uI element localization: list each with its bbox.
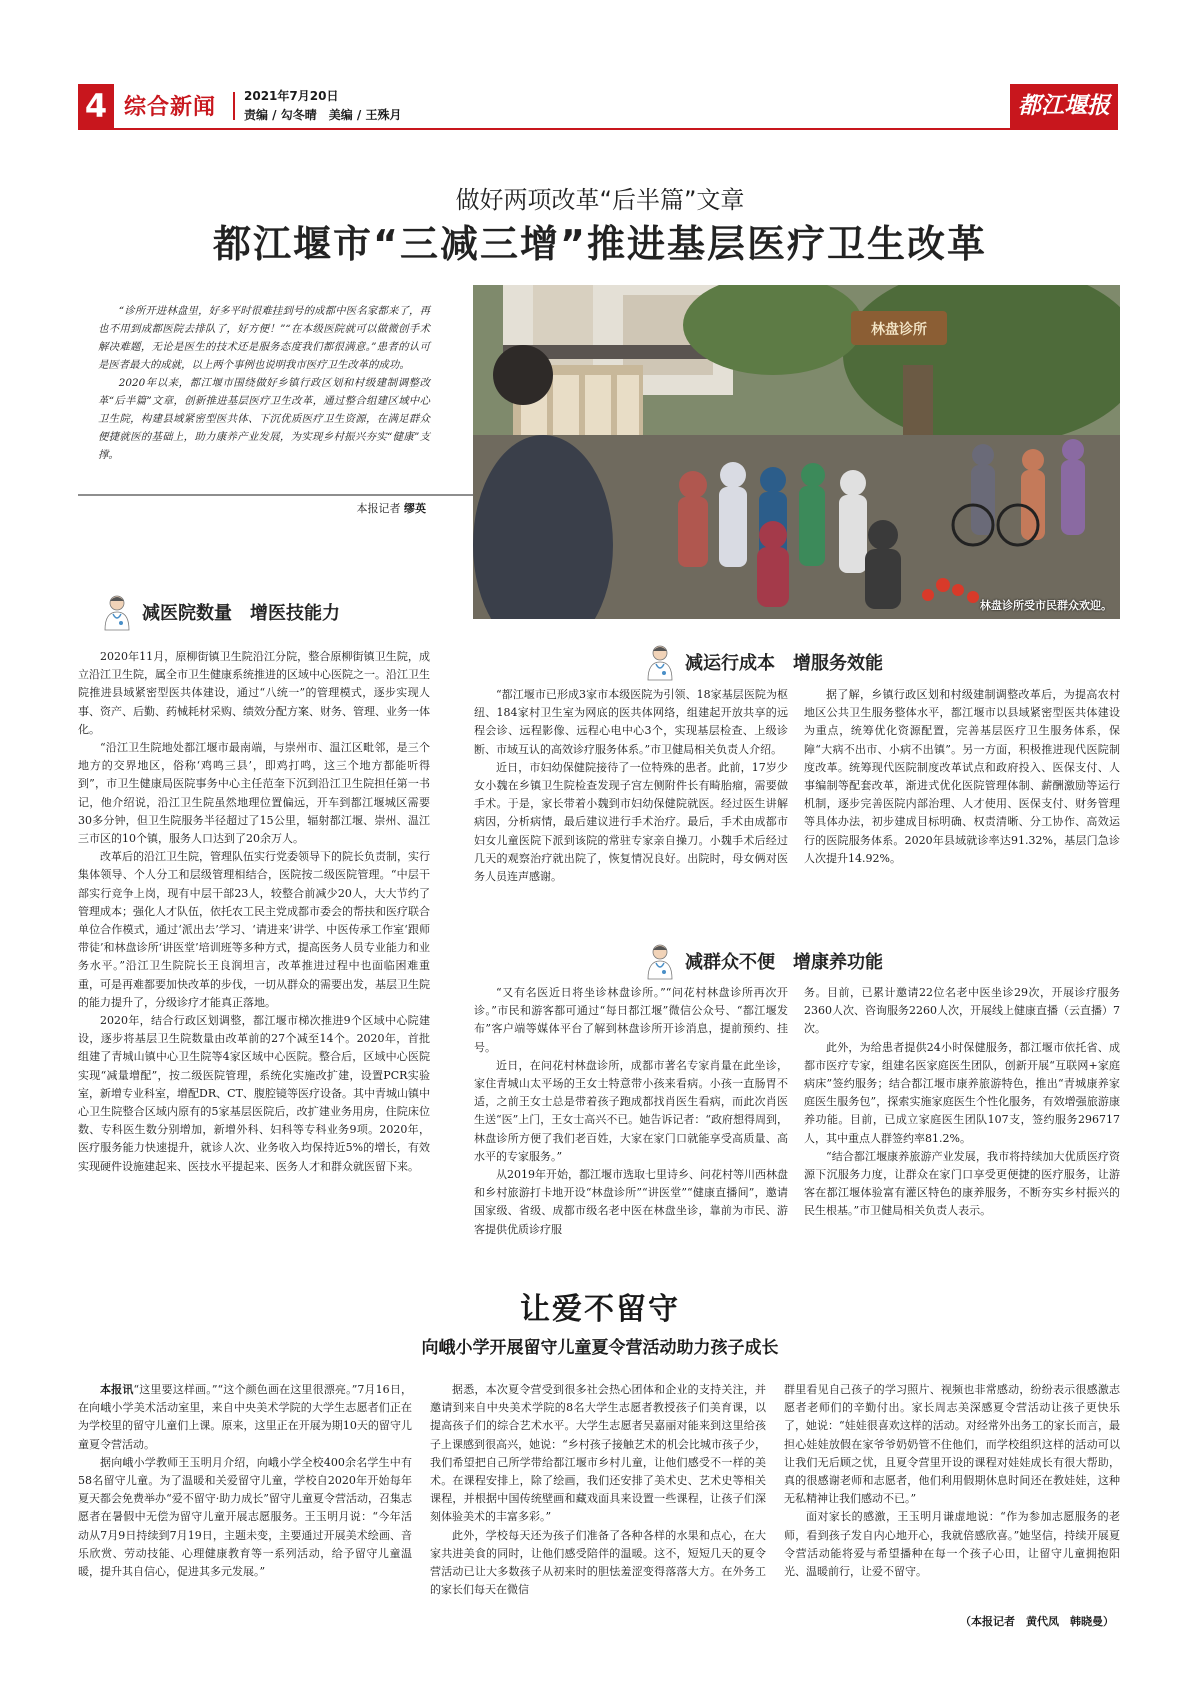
story-byline <box>357 500 427 516</box>
section-heading-3 <box>643 941 883 981</box>
masthead-divider <box>233 92 235 120</box>
photo-sign: 林盘诊所 <box>871 322 927 338</box>
masthead <box>78 84 1118 130</box>
section-title-1: 减医院数量 增医技能力 <box>142 603 340 624</box>
paragraph: “又有名医近日将坐诊林盘诊所。”“问花村林盘诊所再次开诊。”市民和游客都可通过“每日都江堰”微信公众号、“都江堰发布”客户端等媒体平台了解到林盘诊所开诊消息，提前预约、挂号。 <box>474 986 788 1054</box>
issue-date: 2021年7月20日 <box>244 89 339 103</box>
story2-subtitle: 向峨小学开展留守儿童夏令营活动助力孩子成长 <box>421 1338 779 1358</box>
doctor-icon <box>100 592 134 632</box>
paragraph: “沿江卫生院地处都江堰市最南端，与崇州市、温江区毗邻，是三个地方的交界地区，俗称‘鸡鸣三县’，即鸡打鸣，这三个地方都能听得到”，市卫生健康局医院事务中心主任范奎下沉到沿江卫生院担任第一书记，他介绍说，沿江卫生院虽然地理位置偏远，开车到都江堰城区需要30多分钟，但卫生院服务半径超过了15公里，辐射都江堰、崇州、温江三市区的10个镇，服务人口达到了20余万人。 <box>78 741 430 846</box>
story-headline: 都江堰市“三减三增”推进基层医疗卫生改革 <box>213 222 987 266</box>
section-heading-2 <box>643 642 883 682</box>
article-column <box>804 686 1120 868</box>
story-lead <box>98 302 430 464</box>
lead-divider <box>78 494 473 496</box>
paragraph: 据向峨小学教师王玉明月介绍，向峨小学全校400余名学生中有58名留守儿童。为了温暖和关爱留守儿童，学校自2020年开始每年夏天都会免费举办“爱不留守·助力成长”留守儿童夏令营活动，召集志愿者在暑假中无偿为留守儿童开展志愿服务。王玉明月说：“今年活动从7月9日持续到7月19日，主题未变，主要通过开展美术绘画、音乐欣赏、劳动技能、心理健康教育等一系列活动，给予留守儿童温暖，提升其自信心，促进其多元发展。” <box>78 1455 412 1579</box>
section-title-2: 减运行成本 增服务效能 <box>685 653 883 674</box>
story-kicker: 做好两项改革“后半篇”文章 <box>455 186 745 214</box>
paragraph: “结合都江堰康养旅游产业发展，我市将持续加大优质医疗资源下沉服务力度，让群众在家门口享受更便捷的医疗服务，让游客在都江堰体验富有灌区特色的康养服务，不断夯实乡村振兴的民生根基。”市卫健局相关负责人表示。 <box>804 1149 1120 1218</box>
paragraph: 2020年11月，原柳街镇卫生院沿江分院，整合原柳街镇卫生院，成立沿江卫生院，属全市卫生健康系统推进的区域中心医院之一。沿江卫生院推进县域紧密型医共体建设，通过“八统一”的管理模式，逐步实现人事、资产、后勤、药械耗材采购、绩效分配方案、财务、管理、业务一体化。 <box>78 650 430 736</box>
doctor-icon <box>643 941 677 981</box>
article-column <box>474 686 788 886</box>
newspaper-logo: 都江堰报 <box>1010 84 1118 128</box>
story2-byline: （本报记者 黄代凤 韩晓曼） <box>960 1615 1114 1628</box>
dateline: 本报讯 <box>100 1383 134 1396</box>
paragraph <box>78 1381 412 1454</box>
paragraph: 群里看见自己孩子的学习照片、视频也非常感动，纷纷表示很感激志愿者老师们的辛勤付出。家长周志美深感夏令营活动让孩子更快乐了，她说：“娃娃很喜欢这样的活动。对经常外出务工的家长而言，最担心娃娃放假在家爷爷奶奶管不住他们，而学校组织这样的活动可以让我们无后顾之忧，且夏令营里开设的课程对娃娃成长有很大帮助，真的很感谢老师和志愿者，他们利用假期休息时间还在教娃娃，这种无私精神让我们感动不已。” <box>784 1383 1120 1506</box>
section-name: 综合新闻 <box>124 95 217 120</box>
lead-paragraph: “诊所开进林盘里，好多平时很难挂到号的成都中医名家都来了，再也不用到成都医院去排队了，好方便！”“在本级医院就可以做微创手术解决难题，无论是医生的技术还是服务态度我们都很满意。”患者的认可是医者最大的成就，以上两个事例也说明我市医疗卫生改革的成功。 <box>98 305 430 371</box>
article-column <box>474 984 788 1239</box>
photo-illustration <box>473 285 1120 619</box>
paragraph: 近日，在问花村林盘诊所，成都市著名专家肖量在此坐诊，家住青城山太平场的王女士特意带小孩来看病。小孩一直肠胃不适，之前王女士总是带着孩子跑成都找肖医生看病，而此次肖医生送“医”上门，王女士高兴不已。她告诉记者：“政府想得周到，林盘诊所方便了我们老百姓，大家在家门口就能享受高质量、高水平的专家服务。” <box>474 1058 788 1163</box>
paragraph: 此外，为给患者提供24小时保健服务，都江堰市依托省、成都市医疗专家，组建名医家庭医生团队，创新开展“互联网+家庭病床”签约服务；结合都江堰市康养旅游特色，推出“青城康养家庭医生服务包”，探索实施家庭医生个性化服务，有效增强旅游康养功能。目前，已成立家庭医生团队107支，签约服务296717人，其中重点人群签约率81.2%。 <box>804 1040 1120 1145</box>
photo-caption: 林盘诊所受市民群众欢迎。 <box>980 599 1112 612</box>
article-column <box>784 1381 1120 1581</box>
paragraph: 据了解，乡镇行政区划和村级建制调整改革后，为提高农村地区公共卫生服务整体水平，都江堰市以县域紧密型医共体建设为重点，统筹优化资源配置，完善基层医疗卫生服务体系，保障“大病不出市、小病不出镇”。另一方面，积极推进现代医院制度改革。统筹现代医院制度改革试点和政府投入、医保支付、人事编制等配套改革，渐进式优化医院管理体制、薪酬激励等运行机制，逐步完善医院内部治理、人才使用、医保支付、财务管理等具体办法，初步建成目标明确、权责清晰、分工协作、高效运行的医院服务体系。2020年县域就诊率达91.32%，基层门急诊人次提升14.92%。 <box>804 688 1120 865</box>
paragraph: 2020年，结合行政区划调整，都江堰市梯次推进9个区域中心院建设，逐步将基层卫生院数量由改革前的27个减至14个。2020年，首批组建了青城山镇中心卫生院等4家区域中心医院。整合后，区域中心医院实现“减量增配”，按二级医院管理，系统化实施改扩建，设置PCR实验室，新增专业科室，增配DR、CT、腹腔镜等医疗设备。其中青城山镇中心卫生院整合区域内原有的5家基层医院后，改扩建业务用房，住院床位数、专科医生数分别增加，新增外科、妇科等专科业务9项。2020年，医疗服务能力快速提升，就诊人次、业务收入均保持近5%的增长，有效实现硬件设施建起来、医技水平提起来、医务人才和群众就医留下来。 <box>78 1014 430 1173</box>
paragraph-text: “这里要这样画。”“这个颜色画在这里很漂亮。”7月16日，在向峨小学美术活动室里，来自中央美术学院的大学生志愿者们正在为学校里的留守儿童们上课。原来，这里正在开展为期10天的留守儿童夏令营活动。 <box>78 1383 412 1451</box>
section-heading-1 <box>100 592 340 632</box>
section-title-3: 减群众不便 增康养功能 <box>685 952 883 973</box>
editors-line: 责编 / 勾冬晴 美编 / 王殊月 <box>244 108 402 122</box>
paragraph: 面对家长的感激，王玉明月谦虚地说：“作为参加志愿服务的老师，看到孩子发自内心地开心，我就倍感欣喜。”她坚信，持续开展夏令营活动能将爱与希望播种在每一个孩子心田，让留守儿童拥抱阳光、温暖前行，让爱不留守。 <box>784 1510 1120 1579</box>
byline-prefix: 本报记者 <box>356 502 401 515</box>
paragraph: 近日，市妇幼保健院接待了一位特殊的患者。此前，17岁少女小魏在乡镇卫生院检查发现子宫左侧附件长有畸胎瘤，需要做手术。于是，家长带着小魏到市妇幼保健院就医。经过医生讲解病因，分析病情，最后建议进行手术治疗。最后，手术由成都市妇女儿童医院下派到该院的常驻专家亲自操刀。小魏手术后经过几天的观察治疗就出院了，恢复情况良好。出院时，母女俩对医务人员连声感谢。 <box>474 760 788 884</box>
paragraph: 改革后的沿江卫生院，管理队伍实行党委领导下的院长负责制，实行集体领导、个人分工和层级管理相结合，医院按二级医院管理。“中层干部实行竞争上岗，现有中层干部23人，较整合前减少20人，大大节约了管理成本；强化人才队伍，依托农工民主党成都市委会的帮扶和医疗联合单位合作模式，通过‘派出去’学习、‘请进来’讲学、中医传承工作室‘跟师带徒’和林盘诊所‘讲医堂’培训班等多种方式，提高医务人员专业能力和业务水平。”沿江卫生院院长王良润坦言，改革推进过程中也面临困难重重，可是再难都要加快改革的步伐，一切从群众的需要出发，基层卫生院的能力提升了，分级诊疗才能真正落地。 <box>78 850 430 1009</box>
paragraph: 务。目前，已累计邀请22位名老中医坐诊29次，开展诊疗服务2360人次、咨询服务2260人次，开展线上健康直播（云直播）7次。 <box>804 986 1120 1036</box>
paragraph: “都江堰市已形成3家市本级医院为引领、18家基层医院为枢纽、184家村卫生室为网底的医共体网络，组建起开放共享的远程会诊、远程影像、远程心电中心3个，实现基层检查、上级诊断、市域互认的高效诊疗服务体系。”市卫健局相关负责人介绍。 <box>474 688 788 756</box>
byline-name: 缪英 <box>404 502 426 515</box>
lead-paragraph: 2020年以来，都江堰市围绕做好乡镇行政区划和村级建制调整改革“后半篇”文章，创新推进基层医疗卫生改革，通过整合组建区域中心卫生院，构建县域紧密型医共体、下沉优质医疗卫生资源，在满足群众便捷就医的基础上，助力康养产业发展，为实现乡村振兴夯实“健康”支撑。 <box>98 377 430 461</box>
doctor-icon <box>643 642 677 682</box>
paragraph: 据悉，本次夏令营受到很多社会热心团体和企业的支持关注，并邀请到来自中央美术学院的8名大学生志愿者教授孩子们美育课，以提高孩子们的综合艺术水平。大学生志愿者吴嘉丽对能来到这里给孩子上课感到很高兴，她说：“乡村孩子接触艺术的机会比城市孩子少，我们希望把自己所学带给都江堰市乡村儿童，让他们感受不一样的美术。在课程安排上，除了绘画，我们还安排了美术史、艺术史等相关课程，并根据中国传统壁画和藏戏面具来设置一些课程，让孩子们深刻体验美术的丰富多彩。” <box>430 1383 766 1524</box>
paragraph: 从2019年开始，都江堰市选取七里诗乡、问花村等川西林盘和乡村旅游打卡地开设“林盘诊所”“讲医堂”“健康直播间”，邀请国家级、省级、成都市级名老中医在林盘坐诊，靠前为市民、游客提供优质诊疗服 <box>474 1168 788 1236</box>
article-column <box>78 1381 412 1581</box>
page-number: 4 <box>78 84 114 128</box>
paragraph: 此外，学校每天还为孩子们准备了各种各样的水果和点心，在大家共进美食的同时，让他们感受陪伴的温暖。这不，短短几天的夏令营活动已让大多数孩子从初来时的胆怯羞涩变得落落大方。在外务工的家长们每天在微信 <box>430 1528 766 1597</box>
news-photo <box>473 285 1120 619</box>
article-column <box>78 648 430 1176</box>
article-column <box>804 984 1120 1221</box>
story2-title: 让爱不留守 <box>520 1292 680 1327</box>
article-column <box>430 1381 766 1599</box>
